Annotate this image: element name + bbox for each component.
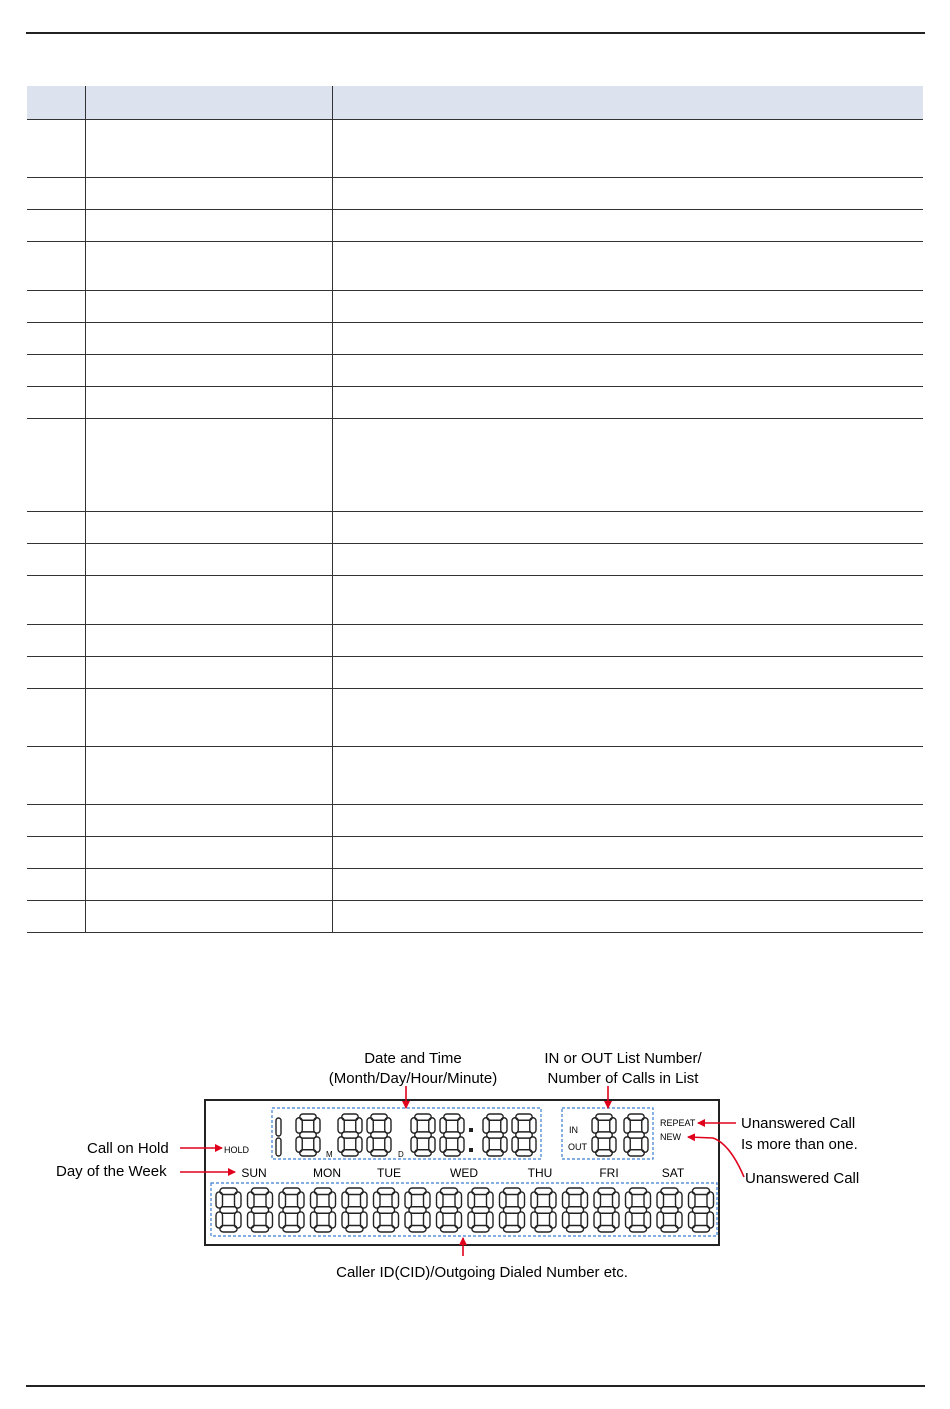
- out-indicator: OUT: [568, 1142, 587, 1152]
- table-row: [27, 178, 923, 210]
- table-cell-description: [332, 242, 923, 291]
- table-cell-item: [85, 805, 332, 837]
- table-row: [27, 869, 923, 901]
- table-cell-no: [27, 837, 85, 869]
- table-cell-no: [27, 805, 85, 837]
- table-row: [27, 242, 923, 291]
- table-cell-no: [27, 625, 85, 657]
- table-cell-description: [332, 210, 923, 242]
- day-label-wed: WED: [450, 1166, 478, 1180]
- table-cell-item: [85, 544, 332, 576]
- footer-rule: [26, 1385, 925, 1387]
- table-cell-no: [27, 689, 85, 747]
- table-cell-no: [27, 869, 85, 901]
- table-cell-item: [85, 387, 332, 419]
- table-cell-item: [85, 576, 332, 625]
- table-cell-item: [85, 210, 332, 242]
- table-cell-item: [85, 291, 332, 323]
- in-indicator: IN: [569, 1125, 578, 1135]
- table-row: [27, 419, 923, 512]
- header-cell-no: [27, 86, 85, 120]
- table-cell-item: [85, 178, 332, 210]
- header-cell-description: [332, 86, 923, 120]
- table-cell-no: [27, 323, 85, 355]
- table-cell-description: [332, 747, 923, 805]
- table-cell-item: [85, 120, 332, 178]
- table-cell-no: [27, 387, 85, 419]
- date-time-sub-label: (Month/Day/Hour/Minute): [328, 1070, 498, 1087]
- table-row: [27, 323, 923, 355]
- hold-indicator: HOLD: [224, 1145, 250, 1155]
- table-cell-description: [332, 869, 923, 901]
- table-row: [27, 291, 923, 323]
- day-label-sun: SUN: [241, 1166, 267, 1180]
- table-cell-description: [332, 323, 923, 355]
- table-row: [27, 120, 923, 178]
- table-cell-description: [332, 291, 923, 323]
- table-cell-item: [85, 512, 332, 544]
- header-rule: [26, 32, 925, 34]
- table-cell-item: [85, 657, 332, 689]
- table-cell-description: [332, 837, 923, 869]
- list-count-label: Number of Calls in List: [547, 1070, 699, 1087]
- table-cell-item: [85, 901, 332, 933]
- table-cell-description: [332, 512, 923, 544]
- table-row: [27, 747, 923, 805]
- list-number-label: IN or OUT List Number/: [544, 1050, 702, 1067]
- table-cell-no: [27, 355, 85, 387]
- table-cell-no: [27, 747, 85, 805]
- table-cell-item: [85, 747, 332, 805]
- table-cell-item: [85, 323, 332, 355]
- table-cell-description: [332, 689, 923, 747]
- repeat-indicator: REPEAT: [660, 1118, 696, 1128]
- table-cell-no: [27, 419, 85, 512]
- table-cell-item: [85, 625, 332, 657]
- month-marker: M: [326, 1150, 333, 1159]
- table-cell-item: [85, 837, 332, 869]
- day-label-thu: THU: [527, 1166, 553, 1180]
- table-row: [27, 387, 923, 419]
- new-indicator: NEW: [660, 1132, 681, 1142]
- unanswered-call-label: Unanswered Call: [745, 1170, 860, 1187]
- table-row: [27, 805, 923, 837]
- table-cell-item: [85, 869, 332, 901]
- table-cell-no: [27, 544, 85, 576]
- table-row: [27, 512, 923, 544]
- table-row: [27, 210, 923, 242]
- time-colon-bottom: [469, 1148, 473, 1152]
- table-header-row: [27, 86, 923, 120]
- table-cell-description: [332, 544, 923, 576]
- table-row: [27, 901, 923, 933]
- table-row: [27, 837, 923, 869]
- table-cell-description: [332, 120, 923, 178]
- table-cell-item: [85, 355, 332, 387]
- table-cell-no: [27, 576, 85, 625]
- table-cell-no: [27, 291, 85, 323]
- table-cell-no: [27, 512, 85, 544]
- table-row: [27, 544, 923, 576]
- table-cell-no: [27, 210, 85, 242]
- table-cell-item: [85, 689, 332, 747]
- day-label-tue: TUE: [377, 1166, 401, 1180]
- lcd-display-diagram: [0, 1040, 950, 1290]
- table-cell-description: [332, 419, 923, 512]
- table-row: [27, 576, 923, 625]
- table-cell-description: [332, 355, 923, 387]
- table-cell-no: [27, 178, 85, 210]
- day-marker: D: [398, 1150, 404, 1159]
- day-label-fri: FRI: [599, 1166, 619, 1180]
- call-on-hold-label: Call on Hold: [87, 1140, 169, 1157]
- time-colon-top: [469, 1128, 473, 1132]
- table-cell-no: [27, 901, 85, 933]
- table-row: [27, 625, 923, 657]
- table-row: [27, 657, 923, 689]
- table-cell-no: [27, 242, 85, 291]
- table-cell-description: [332, 901, 923, 933]
- table-cell-description: [332, 576, 923, 625]
- table-cell-no: [27, 120, 85, 178]
- header-cell-item: [85, 86, 332, 120]
- date-time-label: Date and Time: [364, 1050, 462, 1067]
- day-label-mon: MON: [313, 1166, 341, 1180]
- table-cell-item: [85, 419, 332, 512]
- table-cell-description: [332, 805, 923, 837]
- table-cell-description: [332, 625, 923, 657]
- table-cell-item: [85, 242, 332, 291]
- table-cell-description: [332, 178, 923, 210]
- table-cell-no: [27, 657, 85, 689]
- table-row: [27, 355, 923, 387]
- spec-table: [27, 86, 923, 933]
- table-row: [27, 689, 923, 747]
- table-cell-description: [332, 657, 923, 689]
- table-cell-description: [332, 387, 923, 419]
- caller-id-label: Caller ID(CID)/Outgoing Dialed Number etc.: [336, 1264, 628, 1281]
- unanswered-multiple-label: Unanswered Call: [741, 1115, 856, 1132]
- day-of-week-label: Day of the Week: [56, 1163, 167, 1180]
- day-label-sat: SAT: [661, 1166, 685, 1180]
- unanswered-multiple-sub-label: Is more than one.: [741, 1136, 858, 1153]
